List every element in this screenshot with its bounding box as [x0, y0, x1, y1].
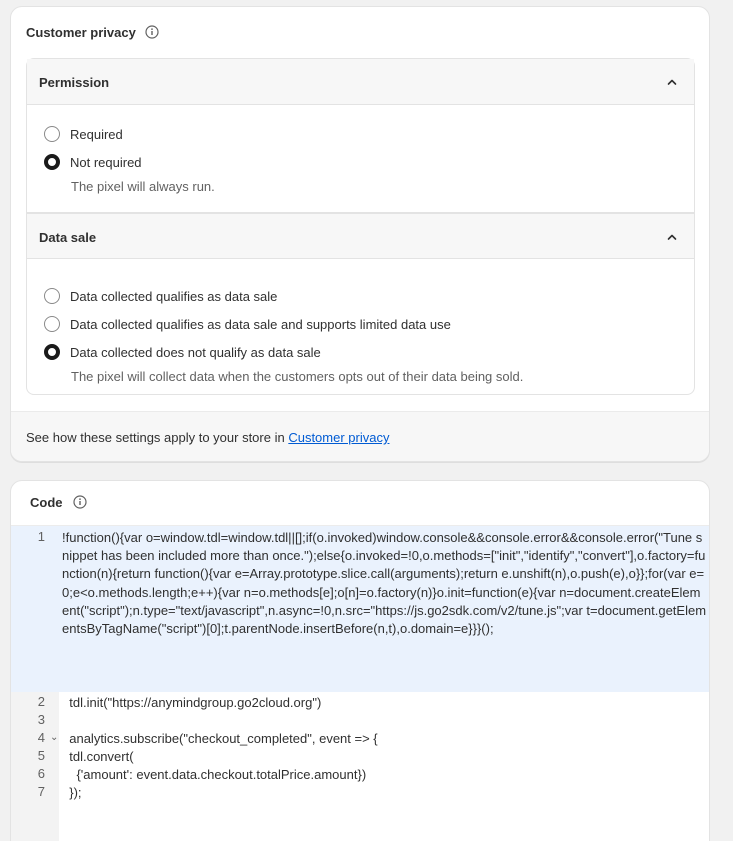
fold-chevron-icon[interactable]: ⌄	[50, 732, 59, 743]
code-line-1: !function(){var o=window.tdl=window.tdl||[];if(o.invoked)window.console&&console.error&&console.error("Tune snippet has been included more than once.");else{o.invoked=!0,o.methods=["init","identify","convert"],o.factory=function(n){return function(){var e=Array.prototype.slice.call(arguments);return e.unshift(n),o.push(e),o}};for(var e=0;e<o.methods.length;e++){var n=o.methods[e];o[n]=o.factory(n)}o.init=function(e){var n=document.createElement("script");n.type="text/javascript",n.async=!0,n.src="https://js.go2sdk.com/v2/tune.js";var t=document.getElementsByTagName("script")[0];t.parentNode.insertBefore(n,t),o.domain=e}}}();	[62, 530, 707, 637]
radio-label: Required	[70, 126, 123, 142]
radio-button[interactable]	[44, 154, 60, 170]
line-number: 7	[37, 784, 45, 799]
chevron-up-icon[interactable]	[665, 75, 679, 89]
code-line-6: {'amount': event.data.checkout.totalPrice.amount})	[62, 767, 367, 782]
radio-button[interactable]	[44, 316, 60, 332]
data-sale-header[interactable]	[27, 213, 694, 259]
radio-qualifies-data-sale[interactable]	[44, 287, 277, 305]
line-number: 2	[37, 694, 45, 709]
line-number: 4	[37, 730, 45, 745]
radio-label: Data collected qualifies as data sale	[70, 288, 278, 304]
code-line-4: analytics.subscribe("checkout_completed", event => {	[62, 731, 378, 746]
radio-label: Not required	[70, 154, 142, 170]
footer-text	[26, 430, 389, 445]
line-number: 5	[37, 748, 45, 763]
info-icon[interactable]	[73, 495, 87, 509]
code-title: Code	[30, 495, 63, 510]
permission-section	[26, 58, 695, 212]
permission-title: Permission	[39, 75, 110, 90]
data-sale-title: Data sale	[39, 230, 97, 245]
code-line-7: });	[62, 785, 82, 800]
code-line-5: tdl.convert(	[62, 749, 134, 764]
radio-button[interactable]	[44, 344, 60, 360]
radio-button[interactable]	[44, 288, 60, 304]
code-card	[10, 480, 710, 841]
chevron-up-icon[interactable]	[665, 230, 679, 244]
line-number: 6	[37, 766, 45, 781]
permission-header[interactable]	[27, 59, 694, 105]
permission-help-text: The pixel will always run.	[71, 179, 215, 194]
radio-not-required[interactable]	[44, 153, 142, 171]
data-sale-help-text: The pixel will collect data when the customers opts out of their data being sold.	[71, 369, 524, 384]
line-number: 1	[37, 529, 45, 544]
info-icon[interactable]	[145, 25, 159, 39]
radio-qualifies-limited-use[interactable]	[44, 315, 451, 333]
code-editor[interactable]	[11, 525, 710, 841]
customer-privacy-link[interactable]: Customer privacy	[288, 430, 390, 445]
code-line-2: tdl.init("https://anymindgroup.go2cloud.org")	[62, 695, 322, 710]
customer-privacy-title: Customer privacy	[26, 25, 136, 40]
footer-description: See how these settings apply to your store in	[26, 430, 289, 445]
customer-privacy-card	[10, 6, 710, 462]
radio-label: Data collected does not qualify as data sale	[70, 344, 321, 360]
line-number: 3	[37, 712, 45, 727]
data-sale-section	[26, 212, 695, 395]
radio-not-data-sale[interactable]	[44, 343, 321, 361]
privacy-footer	[11, 411, 709, 462]
radio-required[interactable]	[44, 125, 123, 143]
radio-label: Data collected qualifies as data sale and supports limited data use	[70, 316, 451, 332]
radio-button[interactable]	[44, 126, 60, 142]
